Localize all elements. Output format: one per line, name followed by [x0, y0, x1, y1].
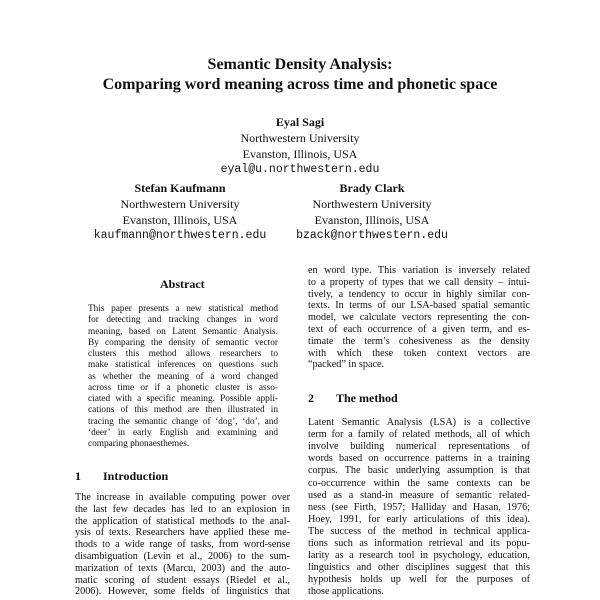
author-name: Eyal Sagi: [275, 115, 325, 129]
text-line: involve building numerical representations of: [308, 441, 530, 453]
paper-title-line-1: Semantic Density Analysis:: [207, 56, 393, 73]
section-heading-method: [308, 391, 398, 405]
author-affiliation: Northwestern University: [240, 131, 360, 145]
text-line: term for a family of related methods, all of which: [308, 429, 530, 441]
text-line: as whether the meaning of a word changed: [88, 371, 278, 382]
text-line: cations of this method are then illustrated in: [88, 405, 278, 416]
text-line: marization of texts (Marcu, 2003) and the auto-: [75, 562, 290, 574]
text-line: 2006). However, some fields of linguistics that: [75, 586, 290, 598]
text-line: words based on occurrence patterns in a training: [308, 453, 530, 465]
text-line: ciated with a specific meaning. Possible appli-: [88, 394, 278, 404]
abstract-heading: Abstract: [160, 277, 205, 291]
author-location: Evanston, Illinois, USA: [122, 213, 238, 227]
text-line: the application of statistical methods to the anal-: [75, 515, 290, 527]
section-number: 1: [75, 469, 81, 483]
author-email: kaufmann@northwestern.edu: [93, 229, 267, 242]
text-line: “packed” in space.: [308, 359, 385, 371]
text-line: co-occurrence within the same contexts can be: [308, 477, 530, 489]
text-line: used as a stand-in measure of semantic related-: [308, 489, 530, 501]
text-line: tively, a tendency to occur in highly similar con-: [308, 288, 530, 300]
text-line: Latent Semantic Analysis (LSA) is a collective: [308, 417, 530, 428]
text-line: to a property of types that we call density – intui-: [308, 276, 530, 288]
text-line: en word type. This variation is inversely related: [308, 265, 530, 276]
author-email: bzack@northwestern.edu: [296, 229, 448, 242]
text-line: disambiguation (Levin et al., 2006) to the sum-: [75, 551, 290, 562]
text-line: The success of the method in technical applica-: [308, 525, 530, 537]
text-line: By comparing the density of semantic vector: [88, 337, 278, 348]
author-location: Evanston, Illinois, USA: [314, 213, 430, 227]
text-line: timate the term’s cohesiveness as the density: [308, 335, 530, 347]
text-line: across time or if a phonetic cluster is asso-: [88, 382, 278, 393]
text-line: comparing phonaesthemes.: [88, 439, 190, 449]
text-line: This paper presents a new statistical method: [88, 304, 278, 314]
text-line: model, we calculate vectors representing the con-: [308, 312, 530, 324]
text-line: ysis of texts. Researchers have applied these me-: [75, 527, 290, 539]
author-affiliation: Northwestern University: [120, 197, 240, 211]
text-line: tracing the semantic change of ‘dog’, ‘do’, and: [88, 416, 278, 427]
text-line: matic scoring of student essays (Riedel et al.,: [75, 574, 290, 586]
text-line: ness (see Firth, 1957; Halliday and Hasan, 1976;: [308, 501, 530, 513]
text-line: thods to a wide range of tasks, from word-sense: [75, 539, 290, 551]
text-line: with which these token context vectors are: [308, 347, 530, 359]
text-line: Hoey, 1991, for early articulations of this idea).: [308, 513, 530, 525]
text-line: linguistics and other disciplines suggest that this: [308, 562, 530, 574]
text-line: tions such as information retrieval and its popu-: [308, 538, 530, 549]
text-line: those applications.: [308, 586, 384, 598]
text-line: text of each occurrence of a given term, and es-: [308, 324, 530, 335]
author-location: Evanston, Illinois, USA: [242, 147, 358, 161]
section-number: 2: [308, 391, 314, 405]
text-line: The increase in available computing power over: [75, 492, 290, 503]
text-line: make statistical inferences on questions such: [88, 360, 278, 371]
author-name: Brady Clark: [339, 181, 405, 195]
text-line: texts. In terms of our LSA-based spatial semantic: [308, 300, 530, 312]
text-line: for detecting and tracking changes in word: [88, 315, 278, 326]
paper-title-line-2: Comparing word meaning across time and phonetic space: [102, 76, 498, 93]
text-line: the last few decades has led to an explosion in: [75, 503, 290, 515]
section-heading-introduction: [75, 469, 168, 483]
text-line: ‘deer’ in early English and examining and: [88, 427, 278, 438]
text-line: corpus. The basic underlying assumption is that: [308, 465, 530, 477]
author-name: Stefan Kaufmann: [134, 181, 226, 195]
text-line: larity as a research tool in psychology, education,: [308, 550, 530, 562]
author-email: eyal@u.northwestern.edu: [220, 163, 380, 176]
text-line: meaning, based on Latent Semantic Analysis.: [88, 326, 278, 337]
text-line: clusters this method allows researchers to: [88, 349, 278, 359]
text-line: hypothesis holds up well for the purposes of: [308, 574, 530, 586]
author-affiliation: Northwestern University: [312, 197, 432, 211]
section-title: The method: [336, 391, 398, 405]
section-title: Introduction: [103, 469, 169, 483]
